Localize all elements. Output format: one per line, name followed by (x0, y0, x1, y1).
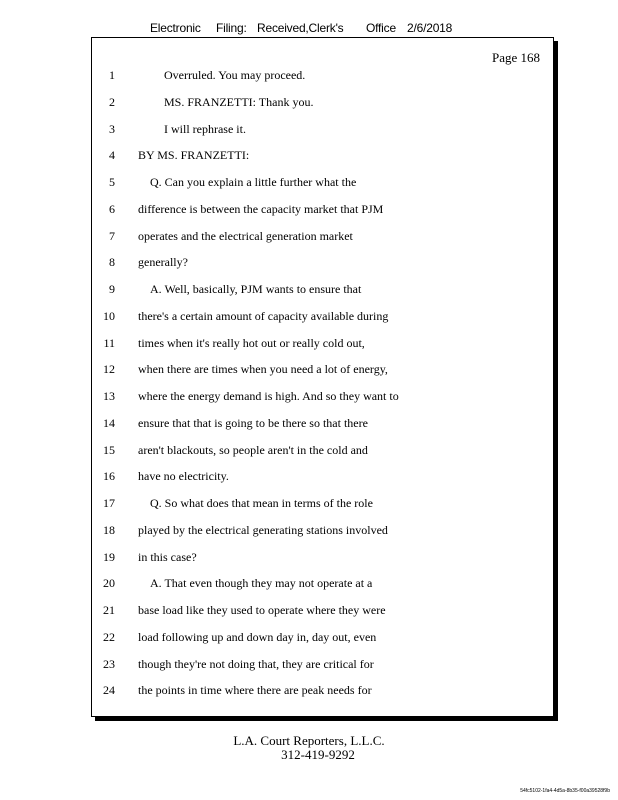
line-text: though they're not doing that, they are critical for (138, 656, 374, 671)
line-text: there's a certain amount of capacity available during (138, 308, 389, 323)
line-text: I will rephrase it. (164, 121, 246, 136)
transcript-line (0, 443, 618, 463)
transcript-line (0, 550, 618, 570)
transcript-line (0, 309, 618, 329)
line-number: 14 (103, 415, 115, 430)
transcript-line (0, 389, 618, 409)
line-text: played by the electrical generating stations involved (138, 522, 388, 537)
transcript-line (0, 416, 618, 436)
line-number: 22 (103, 629, 115, 644)
transcript-line (0, 336, 618, 356)
transcript-line (0, 148, 618, 168)
line-number: 12 (103, 362, 115, 377)
line-number: 23 (103, 656, 115, 671)
electronic-filing-header (150, 21, 470, 37)
line-text: where the energy demand is high. And so they want to (138, 389, 399, 403)
transcript-line (0, 95, 618, 115)
transcript-line (0, 362, 618, 382)
transcript-line (0, 630, 618, 650)
line-text: aren't blackouts, so people aren't in the cold and (138, 442, 368, 457)
line-number: 2 (109, 94, 115, 109)
transcript-line (0, 202, 618, 222)
transcript-line (0, 523, 618, 543)
line-text: Q. So what does that mean in terms of the role (150, 496, 373, 510)
line-text: in this case? (138, 549, 197, 564)
transcript-line (0, 68, 618, 88)
line-number: 1 (109, 68, 115, 82)
line-number: 10 (103, 308, 115, 323)
line-number: 15 (103, 442, 115, 457)
line-number: 20 (103, 576, 115, 591)
line-text: MS. FRANZETTI: Thank you. (164, 94, 314, 109)
line-number: 4 (109, 148, 115, 163)
transcript-line (0, 603, 618, 623)
transcript-line (0, 657, 618, 677)
transcript-lines (0, 68, 618, 708)
transcript-line (0, 282, 618, 302)
line-number: 21 (103, 603, 115, 617)
transcript-line (0, 683, 618, 703)
transcript-line (0, 122, 618, 142)
line-number: 11 (103, 335, 115, 350)
line-text: BY MS. FRANZETTI: (138, 148, 250, 163)
line-number: 17 (103, 496, 115, 510)
line-text: Q. Can you explain a little further what the (150, 175, 357, 189)
line-text: difference is between the capacity market that PJM (138, 201, 384, 216)
line-text: when there are times when you need a lot of energy, (138, 362, 388, 377)
line-text: A. Well, basically, PJM wants to ensure that (150, 282, 362, 296)
line-number: 19 (103, 549, 115, 564)
page-shadow-bottom (95, 717, 558, 721)
line-text: generally? (138, 255, 188, 270)
line-text: times when it's really hot out or really cold out, (138, 335, 365, 350)
filing-label-office: Office (366, 21, 396, 35)
line-number: 5 (109, 175, 115, 189)
line-text: A. That even though they may not operate at a (150, 576, 373, 591)
line-text: operates and the electrical generation market (138, 228, 353, 243)
line-number: 18 (103, 522, 115, 537)
filing-label-filing: Filing: (216, 21, 247, 35)
filing-date: 2/6/2018 (407, 21, 453, 35)
court-reporter-company: L.A. Court Reporters, L.L.C. (233, 733, 385, 748)
line-number: 8 (109, 255, 115, 270)
line-text: ensure that that is going to be there so that there (138, 415, 368, 430)
document-id: 54fc5102-1fa4-4d5a-8b35-f00a39528f9b (520, 788, 610, 794)
line-text: the points in time where there are peak needs for (138, 683, 372, 698)
transcript-line (0, 576, 618, 596)
court-reporter-phone: 312-419-9292 (281, 747, 355, 762)
line-number: 16 (103, 469, 115, 484)
line-number: 13 (103, 389, 115, 403)
line-text: load following up and down day in, day out, even (138, 629, 377, 644)
page-number: Page 168 (491, 50, 540, 65)
line-number: 9 (109, 282, 115, 296)
line-number: 24 (103, 683, 115, 698)
line-text: base load like they used to operate where they were (138, 603, 386, 617)
transcript-line (0, 469, 618, 489)
line-number: 6 (109, 201, 115, 216)
filing-label-received: Received,Clerk's (257, 21, 344, 35)
filing-label-electronic: Electronic (150, 21, 201, 35)
line-number: 7 (109, 228, 115, 243)
transcript-line (0, 175, 618, 195)
line-number: 3 (109, 121, 115, 136)
transcript-line (0, 255, 618, 275)
transcript-line (0, 496, 618, 516)
line-text: Overruled. You may proceed. (164, 68, 306, 82)
transcript-line (0, 229, 618, 249)
line-text: have no electricity. (138, 469, 229, 484)
